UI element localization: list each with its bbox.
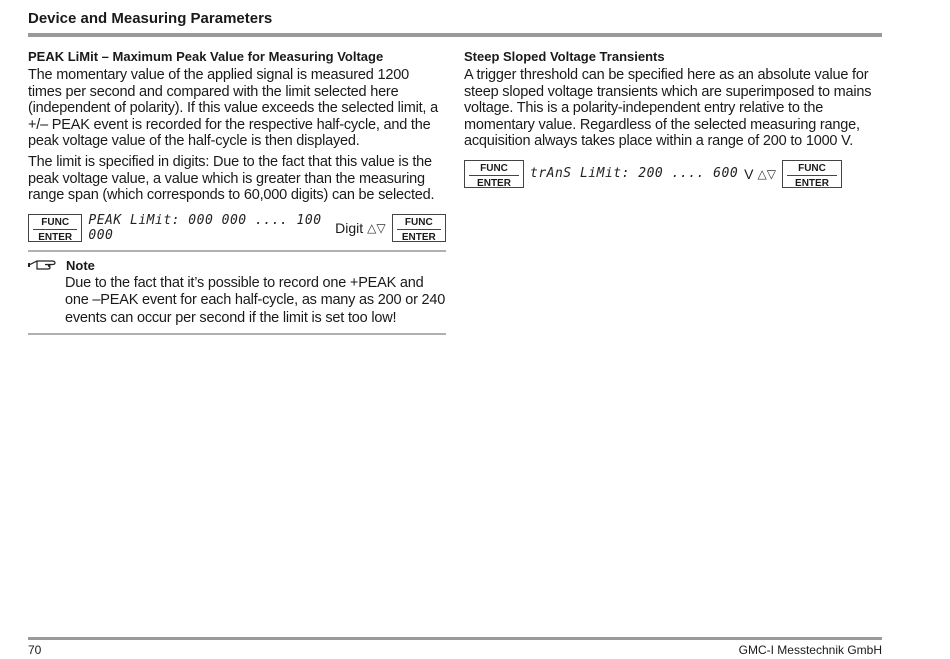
transients-unit: V (744, 165, 754, 182)
pointing-hand-icon (28, 258, 60, 272)
up-down-arrows-icon: △▽ (757, 166, 776, 181)
peak-limit-unit: Digit (335, 219, 364, 236)
note-text: Due to the fact that it’s possible to record one +PEAK and one –PEAK event for each half-cycle, as many as 200 or 240 events can occur per second if the limit is set too low! (65, 274, 446, 326)
note-divider-top (28, 250, 446, 252)
footer-divider (28, 637, 882, 640)
right-column (464, 48, 884, 190)
header-divider (28, 33, 882, 37)
func-label: FUNC (787, 163, 837, 176)
company-name: GMC-I Messtechnik GmbH (738, 643, 882, 657)
peak-limit-heading: PEAK LiMit – Maximum Peak Value for Measuring Voltage (28, 49, 384, 64)
enter-label: ENTER (477, 177, 511, 189)
enter-label: ENTER (38, 231, 73, 243)
note-header (28, 258, 446, 273)
func-enter-button-left (464, 160, 524, 188)
func-enter-button-right (782, 160, 842, 188)
transients-heading: Steep Sloped Voltage Transients (464, 49, 665, 64)
transients-segment-display: trAnS LiMit: 200 .... 600 (530, 166, 739, 182)
up-down-arrows-icon: △▽ (367, 220, 386, 235)
func-enter-button-left (28, 214, 82, 242)
peak-limit-segment-display: PEAK LiMit: 000 000 .... 100 000 (88, 212, 322, 243)
func-label: FUNC (397, 217, 441, 230)
page-header-title: Device and Measuring Parameters (28, 10, 273, 27)
peak-limit-paragraph-2: The limit is specified in digits: Due to the fact that this value is the peak voltage value, a value which is greater than the measuring range span (which corresponds to 60,000 digits) can be selected. (28, 153, 435, 204)
left-column (28, 48, 446, 335)
peak-limit-paragraph-1: The momentary value of the applied signal is measured 1200 times per second and compared with the limit selected here (independent of polarity). If this value exceeds the selected limit, a +/– PEAK event is recorded for the respective half-cycle, and the peak voltage value of the half-cycle is then displayed. (28, 67, 438, 150)
transients-display-row (464, 158, 884, 190)
func-label: FUNC (33, 217, 77, 230)
note-divider-bottom (28, 333, 446, 335)
transients-paragraph: A trigger threshold can be specified here as an absolute value for steep sloped voltage transients which are superimposed to mains voltage. This is a polarity-independent entry relative to the momentary value. Regardless of the selected measuring range, acquisition always takes place within a range of 200 to 1000 V. (464, 67, 872, 150)
enter-label: ENTER (401, 231, 436, 243)
note-title: Note (66, 257, 95, 273)
enter-label: ENTER (795, 177, 829, 189)
page-number: 70 (28, 643, 42, 657)
func-enter-button-right (392, 214, 446, 242)
peak-limit-display-row (28, 212, 446, 244)
func-label: FUNC (469, 163, 519, 176)
